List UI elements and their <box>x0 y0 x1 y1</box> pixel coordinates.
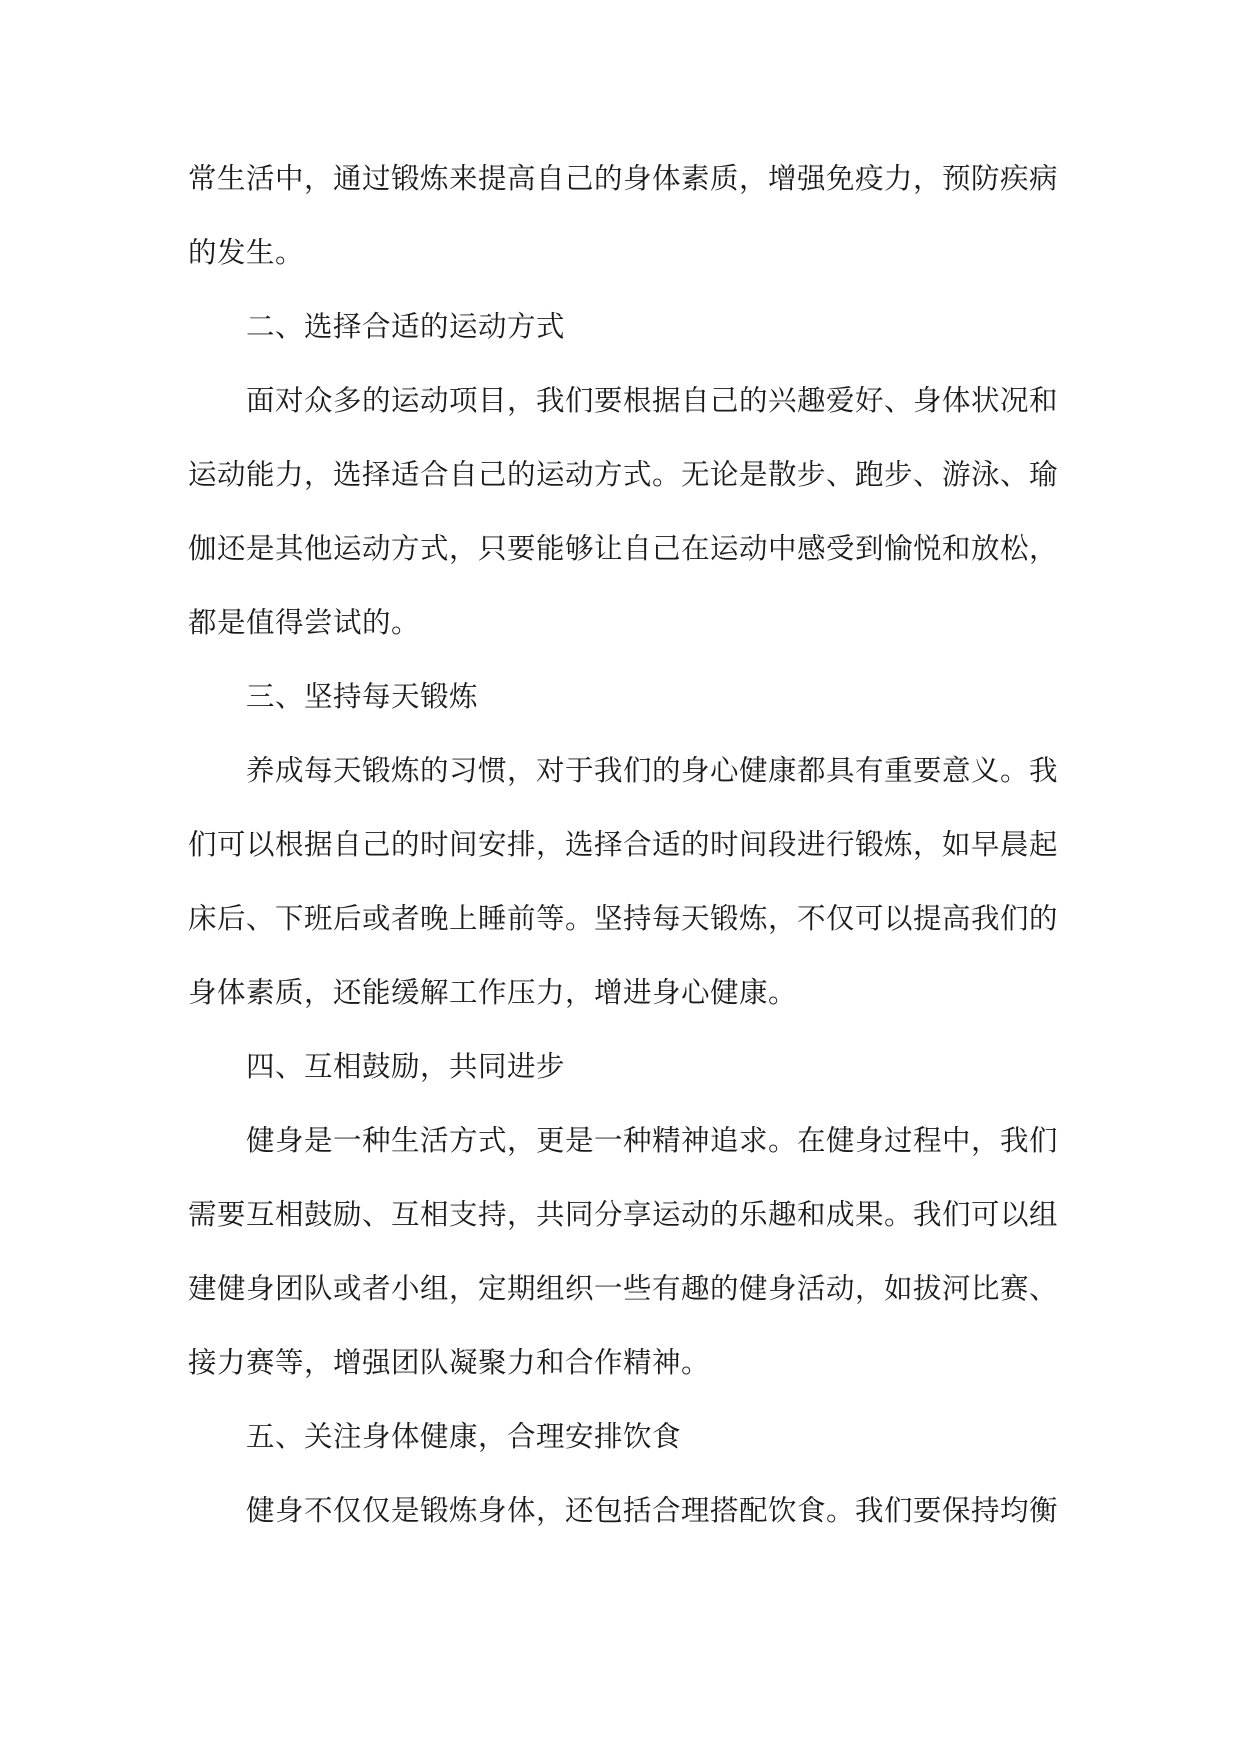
paragraph-line: 健身不仅仅是锻炼身体，还包括合理搭配饮食。我们要保持均衡 <box>246 1494 1059 1527</box>
paragraph-line: 身体素质，还能缓解工作压力，增进身心健康。 <box>188 976 798 1009</box>
paragraph-line: 的发生。 <box>188 236 305 269</box>
section-heading: 二、选择合适的运动方式 <box>246 310 566 343</box>
paragraph-line: 需要互相鼓励、互相支持，共同分享运动的乐趣和成果。我们可以组 <box>188 1198 1059 1231</box>
section-heading: 五、关注身体健康，合理安排饮食 <box>246 1420 682 1453</box>
paragraph-line: 都是值得尝试的。 <box>188 606 421 639</box>
paragraph-line: 常生活中，通过锻炼来提高自己的身体素质，增强免疫力，预防疾病 <box>188 162 1059 195</box>
paragraph-line: 们可以根据自己的时间安排，选择合适的时间段进行锻炼，如早晨起 <box>188 828 1059 861</box>
paragraph-line: 床后、下班后或者晚上睡前等。坚持每天锻炼，不仅可以提高我们的 <box>188 902 1059 935</box>
section-heading: 三、坚持每天锻炼 <box>246 680 479 713</box>
document-body <box>188 142 1059 1548</box>
section-heading: 四、互相鼓励，共同进步 <box>246 1050 566 1083</box>
paragraph-line: 伽还是其他运动方式，只要能够让自己在运动中感受到愉悦和放松， <box>188 532 1059 565</box>
paragraph-line: 养成每天锻炼的习惯，对于我们的身心健康都具有重要意义。我 <box>246 754 1059 787</box>
paragraph-line: 健身是一种生活方式，更是一种精神追求。在健身过程中，我们 <box>246 1124 1059 1157</box>
paragraph-line: 面对众多的运动项目，我们要根据自己的兴趣爱好、身体状况和 <box>246 384 1059 417</box>
paragraph-line: 运动能力，选择适合自己的运动方式。无论是散步、跑步、游泳、瑜 <box>188 458 1059 491</box>
paragraph-line: 建健身团队或者小组，定期组织一些有趣的健身活动，如拔河比赛、 <box>188 1272 1059 1305</box>
paragraph-line: 接力赛等，增强团队凝聚力和合作精神。 <box>188 1346 711 1379</box>
